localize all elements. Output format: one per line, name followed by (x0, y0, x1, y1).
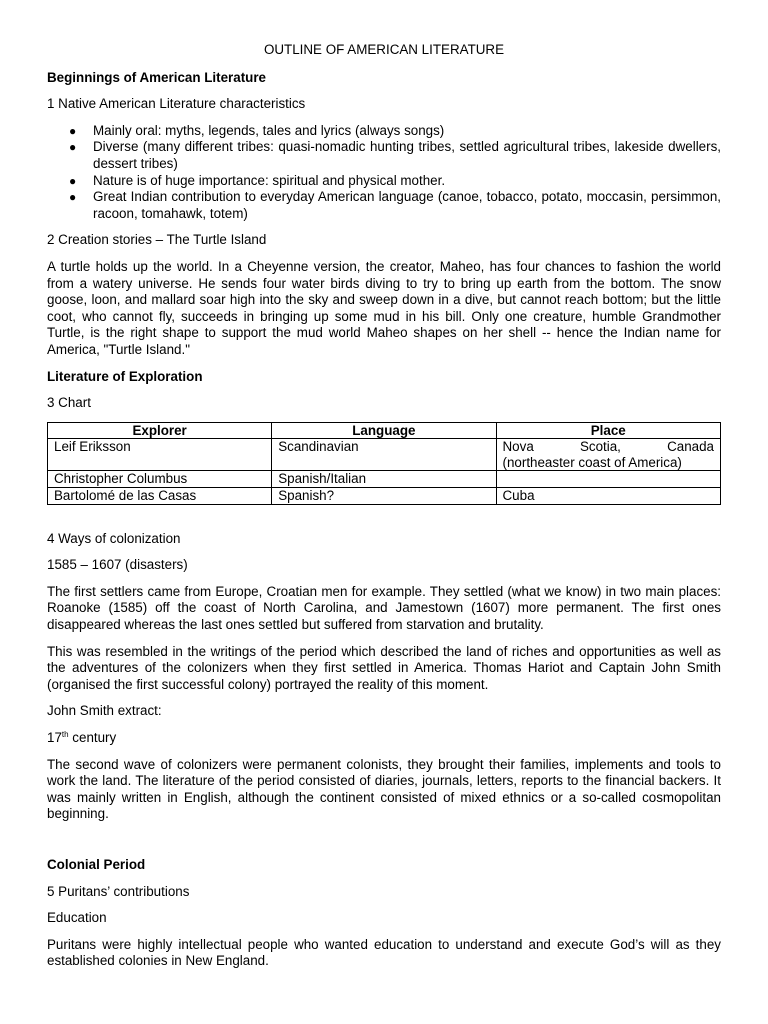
writings-paragraph: This was resembled in the writings of the period which described the land of riches and opportunities as well as the adventures of the colonizers when they first settled in America. Thomas Hariot and Captain John Smith (organised the first successful colony) portrayed the reality of this moment. (47, 643, 721, 692)
item-colonization: 4 Ways of colonization (47, 530, 181, 546)
cell-place: Cuba (496, 488, 721, 505)
list-item: ● Mainly oral: myths, legends, tales and lyrics (always songs) (69, 122, 445, 138)
item-native-american: 1 Native American Literature characteristics (47, 96, 306, 112)
century-heading: 17th century (47, 730, 117, 745)
explorers-table (47, 422, 721, 505)
bullet-icon: ● (69, 173, 77, 188)
header-explorer: Explorer (48, 422, 272, 439)
header-language: Language (272, 422, 496, 439)
smith-extract-label: John Smith extract: (47, 703, 162, 719)
table-row (48, 488, 721, 505)
section-heading-exploration: Literature of Exploration (47, 368, 203, 384)
cell-explorer: Leif Eriksson (48, 439, 272, 471)
dates-disasters: 1585 – 1607 (disasters) (47, 557, 188, 573)
cell-language: Spanish? (272, 488, 496, 505)
bullet-icon: ● (69, 140, 77, 155)
cell-explorer: Bartolomé de las Casas (48, 488, 272, 505)
second-wave-paragraph: The second wave of colonizers were permanent colonists, they brought their families, implements and tools to work the land. The literature of the period consisted of diaries, journals, letters, reports to the financial backers. It was mainly written in English, although the continent consisted of mixed ethnics or a so-called cosmopolitan beginning. (47, 756, 721, 822)
turtle-island-paragraph: A turtle holds up the world. In a Cheyenne version, the creator, Maheo, has four chances to fashion the world from a watery universe. He sends four water birds diving to try to bring up earth from the bottom. The snow goose, loon, and mallard soar high into the sky and sweep down in a dive, but cannot reach bottom; but the little coot, who cannot fly, succeeds in bringing up some mud in his bill. Only one creature, humble Grandmother Turtle, is the right shape to support the mud world Maheo shapes on her shell -- hence the Indian name for America, "Turtle Island." (47, 258, 721, 357)
section-heading-beginnings: Beginnings of American Literature (47, 69, 266, 85)
list-item: ● Great Indian contribution to everyday American language (canoe, tobacco, potato, moccasin, persimmon, racoon, tomahawk, totem) (69, 189, 721, 221)
education-label: Education (47, 910, 107, 926)
item-chart: 3 Chart (47, 395, 91, 411)
table-row (48, 439, 721, 471)
characteristics-list (47, 123, 721, 223)
item-creation-stories: 2 Creation stories – The Turtle Island (47, 232, 267, 248)
cell-place: Nova Scotia, Canada (northeaster coast of America) (496, 439, 721, 471)
header-place: Place (496, 422, 721, 439)
list-item: ● Nature is of huge importance: spiritual and physical mother. (69, 172, 446, 188)
item-puritans: 5 Puritans’ contributions (47, 883, 190, 899)
table-row (48, 471, 721, 488)
bullet-icon: ● (69, 190, 77, 205)
cell-language: Scandinavian (272, 439, 496, 471)
cell-explorer: Christopher Columbus (48, 471, 272, 488)
spacer (47, 833, 721, 857)
cell-place (496, 471, 721, 488)
settlers-paragraph: The first settlers came from Europe, Croatian men for example. They settled (what we know) in two main places: Roanoke (1585) off the coast of North Carolina, and Jamestown (1607) more permanent. The first ones disappeared whereas the last ones settled but suffered from starvation and brutality. (47, 583, 721, 633)
section-heading-colonial: Colonial Period (47, 856, 146, 872)
bullet-icon: ● (69, 123, 77, 138)
document-title: OUTLINE OF AMERICAN LITERATURE (263, 42, 505, 57)
puritans-paragraph: Puritans were highly intellectual people who wanted education to understand and execute God’s will as they established colonies in New England. (47, 936, 721, 969)
table-header-row (48, 422, 721, 439)
cell-language: Spanish/Italian (272, 471, 496, 488)
list-item: ● Diverse (many different tribes: quasi-nomadic hunting tribes, settled agricultural tribes, lakeside dwellers, dessert tribes) (69, 139, 721, 171)
document-body (47, 42, 721, 980)
